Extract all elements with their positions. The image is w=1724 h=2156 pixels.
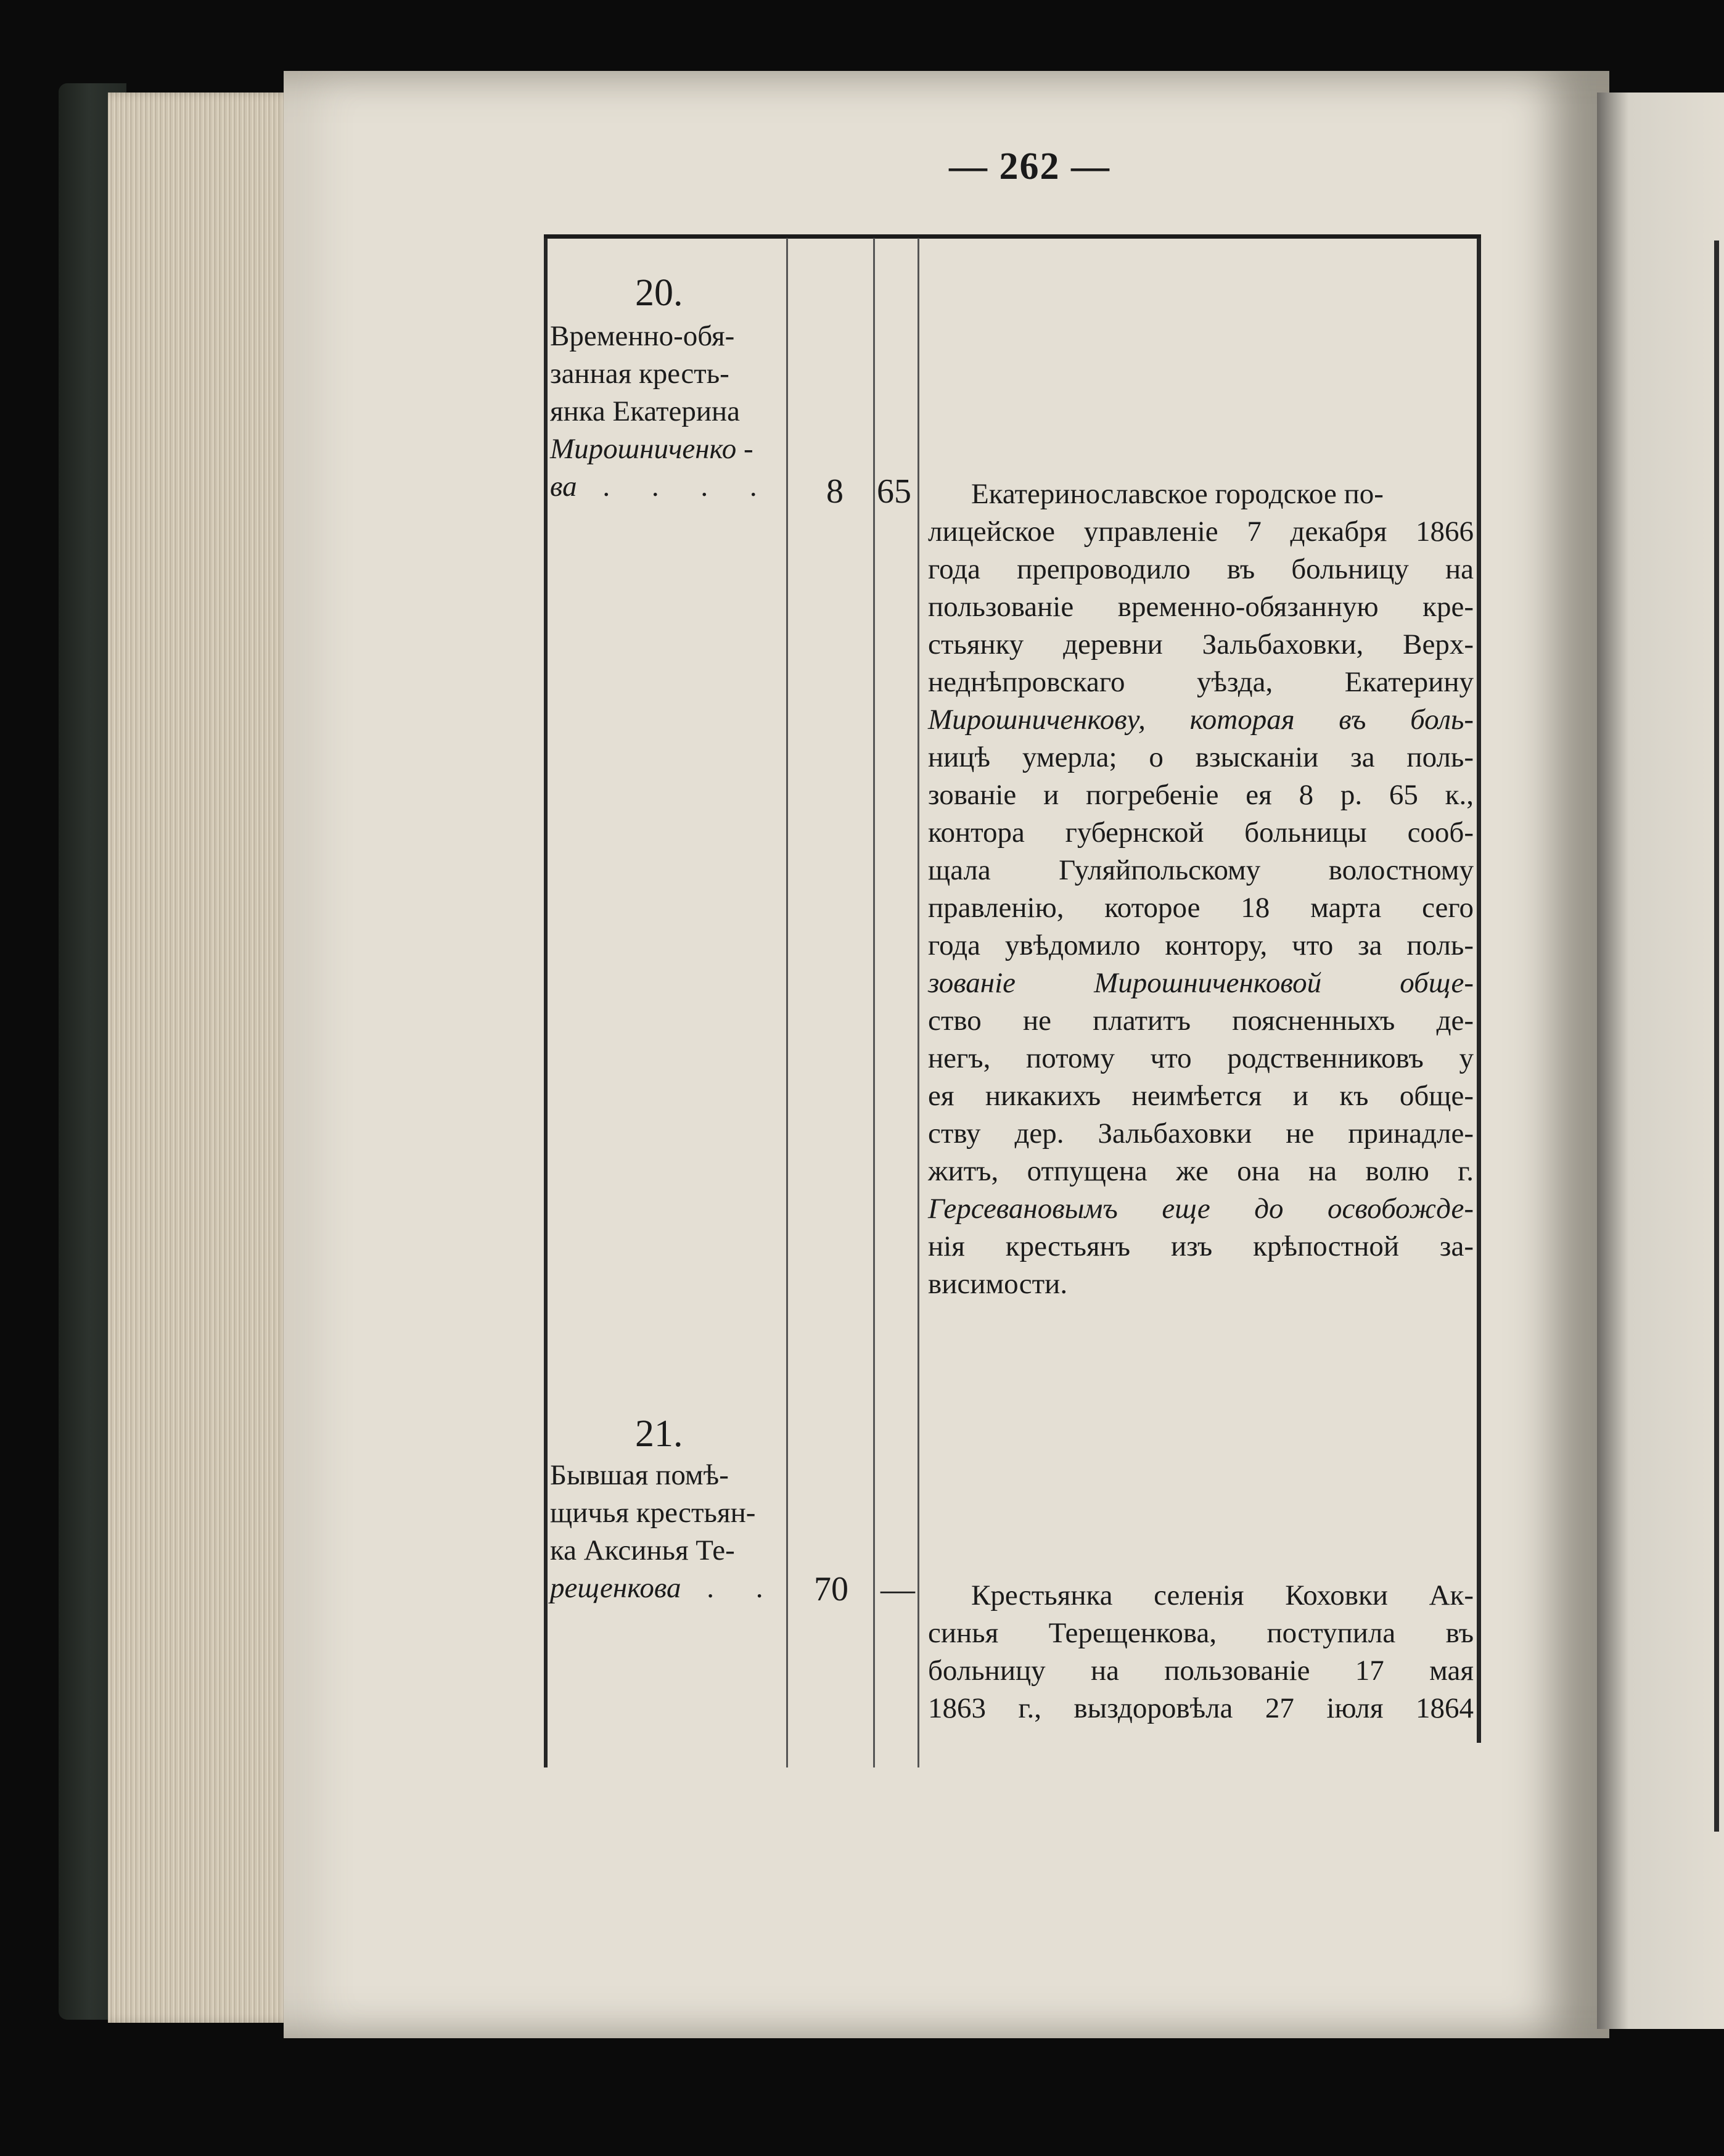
table-top-rule — [544, 234, 1481, 239]
name-line: ва — [550, 471, 577, 503]
kopeks-value: 65 — [877, 472, 911, 511]
text-line: лицейское управленіе 7 декабря 1866 — [928, 516, 1474, 548]
dot-leader: . . . . — [602, 471, 774, 503]
table-left-rule — [544, 238, 548, 1767]
entry-name — [550, 1457, 784, 1607]
text-line: негъ, потому что родственниковъ у — [928, 1042, 1474, 1074]
name-line: Временно-обя- — [550, 320, 735, 352]
text-line: щала Гуляйпольскому волостному — [928, 854, 1474, 886]
text-line: Екатеринославское городское по- — [971, 478, 1384, 510]
text-line: ея никакихъ неимѣется и къ обще- — [928, 1080, 1474, 1112]
text-line: стьянку деревни Зальбаховки, Верх- — [928, 628, 1474, 660]
name-line: янка Екатерина — [550, 395, 741, 427]
entry-number: 21. — [635, 1413, 683, 1455]
text-line: ницѣ умерла; о взысканіи за поль- — [928, 741, 1474, 773]
entry-description — [928, 475, 1474, 1303]
text-line: года увѣдомило контору, что за поль- — [928, 929, 1474, 961]
text-line: синья Терещенкова, поступила въ — [928, 1617, 1474, 1649]
name-line: занная кресть- — [550, 358, 729, 390]
text-line: года препроводило въ больницу на — [928, 553, 1474, 585]
text-line: ству дер. Зальбаховки не принадле- — [928, 1117, 1474, 1150]
text-line: зованіе и погребеніе ея 8 р. 65 к., — [928, 779, 1474, 811]
name-line: рещенкова — [550, 1572, 681, 1604]
text-line: Герсевановымъ еще до освобожде- — [928, 1193, 1474, 1225]
text-line: пользованіе временно-обязанную кре- — [928, 591, 1474, 623]
text-line: 1863 г., выздоровѣла 27 іюля 1864 — [928, 1692, 1474, 1724]
text-line: житъ, отпущена же она на волю г. — [928, 1155, 1474, 1187]
text-line: нія крестьянъ изъ крѣпостной за- — [928, 1230, 1474, 1262]
column-rule-rubles — [873, 238, 875, 1767]
name-line: щичья крестьян- — [550, 1497, 756, 1529]
column-rule-name — [786, 238, 788, 1767]
entry-number: 20. — [635, 272, 683, 314]
text-line: больницу на пользованіе 17 мая — [928, 1655, 1474, 1687]
text-line: контора губернской больницы сооб- — [928, 817, 1474, 849]
text-line: правленію, которое 18 марта сего — [928, 892, 1474, 924]
text-line: висимости. — [928, 1268, 1068, 1300]
kopeks-value: — — [880, 1570, 915, 1608]
facing-page-rule — [1714, 241, 1719, 1832]
table-right-rule — [1477, 238, 1481, 1743]
text-line: Мирошниченкову, которая въ боль- — [928, 704, 1474, 736]
text-line: Крестьянка селенія Коховки Ак- — [971, 1579, 1474, 1611]
entry-name — [550, 318, 784, 506]
name-line: ка Аксинья Те- — [550, 1534, 735, 1566]
rubles-value: 8 — [826, 472, 844, 511]
page-number: — 262 — — [949, 146, 1110, 187]
text-line: ство не платитъ поясненныхъ де- — [928, 1005, 1474, 1037]
name-line: Бывшая помѣ- — [550, 1459, 729, 1491]
facing-page-edge — [1597, 93, 1724, 2029]
page-edges — [108, 93, 293, 2023]
entry-description — [928, 1577, 1474, 1727]
name-line: Мирошниченко - — [550, 433, 753, 465]
column-rule-kopeks — [917, 238, 919, 1767]
text-line: неднѣпровскаго уѣзда, Екатерину — [928, 666, 1474, 698]
rubles-value: 70 — [814, 1570, 848, 1608]
text-line: зованіе Мирошниченковой обще- — [928, 967, 1474, 999]
dot-leader: . . — [707, 1572, 781, 1604]
